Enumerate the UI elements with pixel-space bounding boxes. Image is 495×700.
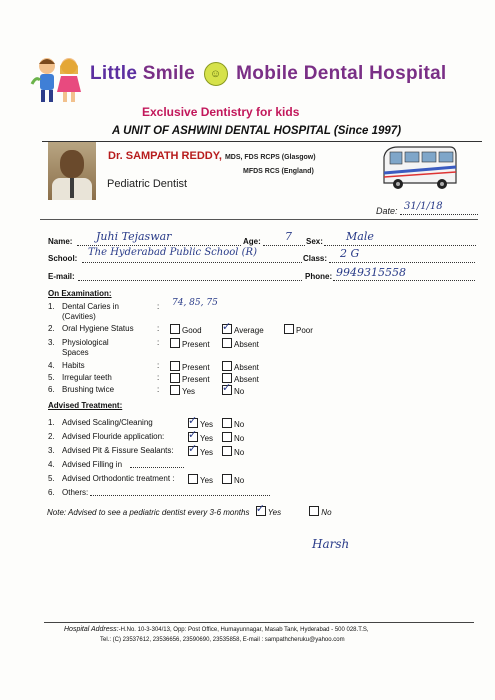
phone-field[interactable]: 9949315558 [336,266,406,279]
advised-2-yes-label: Yes [200,434,214,443]
habits-absent-option[interactable] [222,361,259,372]
photo-tie [70,178,74,198]
footer-address-label: Hospital Address: [64,626,119,633]
sex-label: Sex: [306,237,323,246]
footer-address-text: -H.No. 10-3-304/13, Opp: Post Office, Humayunnagar, Masab Tank, Hyderabad - 500 028.T.S, [118,627,369,633]
check-mark-icon: ✓ [222,320,232,333]
hygiene-average-option[interactable] [222,320,264,335]
check-mark-icon: ✓ [188,442,198,455]
advised-1-yes-checkbox[interactable] [188,414,198,428]
advised-4-number: 4. [48,460,55,469]
brush-label: Brushing twice [62,385,115,394]
brush-no-checkbox[interactable] [222,381,232,395]
advised-5-label: Advised Orthodontic treatment : [62,474,175,483]
age-underline [263,245,305,246]
habits-colon: : [157,361,160,370]
photo-face [60,150,84,178]
advised-3-label: Advised Pit & Fissure Sealants: [62,446,174,455]
advised-1-label: Advised Scaling/Cleaning [62,418,153,427]
hygiene-good-label: Good [182,326,202,335]
doctor-quals: MDS, FDS RCPS (Glasgow) [224,154,316,161]
check-mark-icon: ✓ [188,414,198,427]
advised-5-no-option[interactable] [222,474,244,485]
title-word-smile: Smile [142,63,195,85]
title-rest: Mobile Dental Hospital [236,63,447,85]
footer-address [64,625,369,645]
footer-line-1 [64,625,369,635]
phone-underline [333,280,475,281]
advised-4-label: Advised Filling in [62,460,123,469]
sex-underline [324,245,476,246]
note-no-label: No [321,508,332,517]
advised-2-label: Advised Flouride application: [62,432,165,441]
teeth-absent-label: Absent [234,375,259,384]
doctor-quals2: MFDS RCS (England) [243,168,314,175]
habits-number: 4. [48,361,55,370]
unit-line: A UNIT OF ASHWINI DENTAL HOSPITAL (Since 1997) [112,125,402,137]
hygiene-good-checkbox[interactable] [170,324,180,334]
name-underline [77,245,241,246]
section-divider [40,219,478,220]
brush-no-label: No [234,387,245,396]
age-label: Age: [243,237,261,246]
advised-2-yes-checkbox[interactable] [188,428,198,442]
doctor-designation: Pediatric Dentist [107,178,188,190]
class-field[interactable]: 2 G [340,247,360,260]
hygiene-poor-checkbox[interactable] [284,324,294,334]
phys-present-option[interactable] [170,338,210,349]
advised-1-no-checkbox[interactable] [222,418,232,428]
footer-divider [44,622,474,623]
advised-2-no-option[interactable] [222,432,244,443]
followup-note-text: Note: Advised to see a pediatric dentist every 3-6 months [47,508,250,517]
tooth-logo-icon: ☺ [204,62,228,86]
school-field[interactable]: The Hyderabad Public School (R) [88,247,257,258]
footer-contact: Tel.: (C) 23537612, 23536656, 23590690, 23535858, E-mail : sampathcheruku@yahoo.com [100,637,345,643]
caries-field[interactable]: 74, 85, 75 [172,298,218,308]
hygiene-good-option[interactable] [170,324,202,335]
title-word-little: Little [90,63,138,85]
advised-1-number: 1. [48,418,55,427]
phone-label: Phone: [305,272,333,281]
brush-yes-checkbox[interactable] [170,385,180,395]
phys-present-checkbox[interactable] [170,338,180,348]
kids-logo-icon [30,54,86,104]
advised-heading: Advised Treatment: [48,401,123,410]
name-label: Name: [48,237,73,246]
doctor-name-text: Dr. SAMPATH REDDY, [108,150,222,162]
phys-label-2: Spaces [62,348,89,357]
habits-absent-label: Absent [234,363,259,372]
email-label: E-mail: [48,272,75,281]
habits-label: Habits [62,361,85,370]
teeth-label: Irregular teeth [62,373,112,382]
followup-note [47,502,332,517]
note-no-checkbox[interactable] [309,506,319,516]
caries-colon: : [157,302,160,311]
hygiene-label: Oral Hygiene Status [62,324,134,333]
brush-no-option[interactable] [222,381,245,396]
brush-number: 6. [48,385,55,394]
note-yes-label: Yes [267,508,282,517]
check-mark-icon: ✓ [255,502,265,515]
advised-3-yes-label: Yes [200,448,214,457]
age-field[interactable]: 7 [285,230,292,243]
advised-6-label: Others: [62,488,89,497]
phys-present-label: Present [182,340,210,349]
caries-label-2: (Cavities) [62,312,96,321]
phys-absent-option[interactable] [222,338,259,349]
advised-3-no-label: No [234,448,245,457]
caries-label: Dental Caries in [62,302,119,311]
class-label: Class: [303,254,328,263]
advised-2-no-label: No [234,434,245,443]
header-divider [42,141,482,142]
class-underline [329,262,475,263]
phys-colon: : [157,338,160,347]
hygiene-number: 2. [48,324,55,333]
check-mark-icon: ✓ [222,381,232,394]
phys-absent-checkbox[interactable] [222,338,232,348]
teeth-present-label: Present [182,375,210,384]
date-value[interactable]: 31/1/18 [404,201,443,212]
habits-present-label: Present [182,363,210,372]
doctor-photo [48,142,96,200]
advised-1-yes-label: Yes [200,420,214,429]
name-field[interactable]: Juhi Tejaswar [96,230,172,243]
advised-2-no-checkbox[interactable] [222,432,232,442]
hygiene-average-label: Average [234,326,264,335]
hygiene-average-checkbox[interactable] [222,320,232,334]
habits-absent-checkbox[interactable] [222,361,232,371]
caries-number: 1. [48,302,55,311]
filling-underline[interactable] [130,467,184,468]
doctor-name [108,150,316,162]
advised-6-number: 6. [48,488,55,497]
advised-3-no-option[interactable] [222,446,244,457]
habits-present-option[interactable] [170,361,210,372]
sex-field[interactable]: Male [346,230,374,243]
advised-5-yes-option[interactable] [188,474,213,485]
school-label: School: [48,254,78,263]
teeth-present-checkbox[interactable] [170,373,180,383]
doctor-signature: Harsh [312,537,350,551]
mobile-bus-icon [380,143,460,193]
advised-3-yes-checkbox[interactable] [188,442,198,456]
date-underline [400,214,478,215]
advised-5-no-checkbox[interactable] [222,474,232,484]
hospital-title [90,62,447,86]
hygiene-poor-option[interactable] [284,324,313,335]
advised-2-number: 2. [48,432,55,441]
advised-3-number: 3. [48,446,55,455]
advised-3-no-checkbox[interactable] [222,446,232,456]
brush-colon: : [157,385,160,394]
teeth-number: 5. [48,373,55,382]
advised-5-no-label: No [234,476,245,485]
advised-5-yes-label: Yes [200,476,214,485]
advised-5-yes-checkbox[interactable] [188,474,198,484]
advised-5-number: 5. [48,474,55,483]
teeth-colon: : [157,373,160,382]
phys-absent-label: Absent [234,340,259,349]
hygiene-colon: : [157,324,160,333]
phys-label: Physiological [62,338,109,347]
note-yes-checkbox[interactable] [255,502,266,516]
advised-1-no-option[interactable] [222,418,244,429]
brush-yes-option[interactable] [170,385,195,396]
exam-heading: On Examination: [48,289,112,298]
brush-yes-label: Yes [182,387,196,396]
school-underline [82,262,302,263]
advised-1-no-label: No [234,420,245,429]
teeth-present-option[interactable] [170,373,210,384]
check-mark-icon: ✓ [188,428,198,441]
subtitle: Exclusive Dentistry for kids [142,105,300,119]
hygiene-poor-label: Poor [296,326,313,335]
advised-3-yes-option[interactable] [188,442,214,457]
email-underline [78,280,302,281]
habits-present-checkbox[interactable] [170,361,180,371]
phys-number: 3. [48,338,55,347]
date-label: Date: [376,206,398,216]
others-underline[interactable] [90,495,270,496]
